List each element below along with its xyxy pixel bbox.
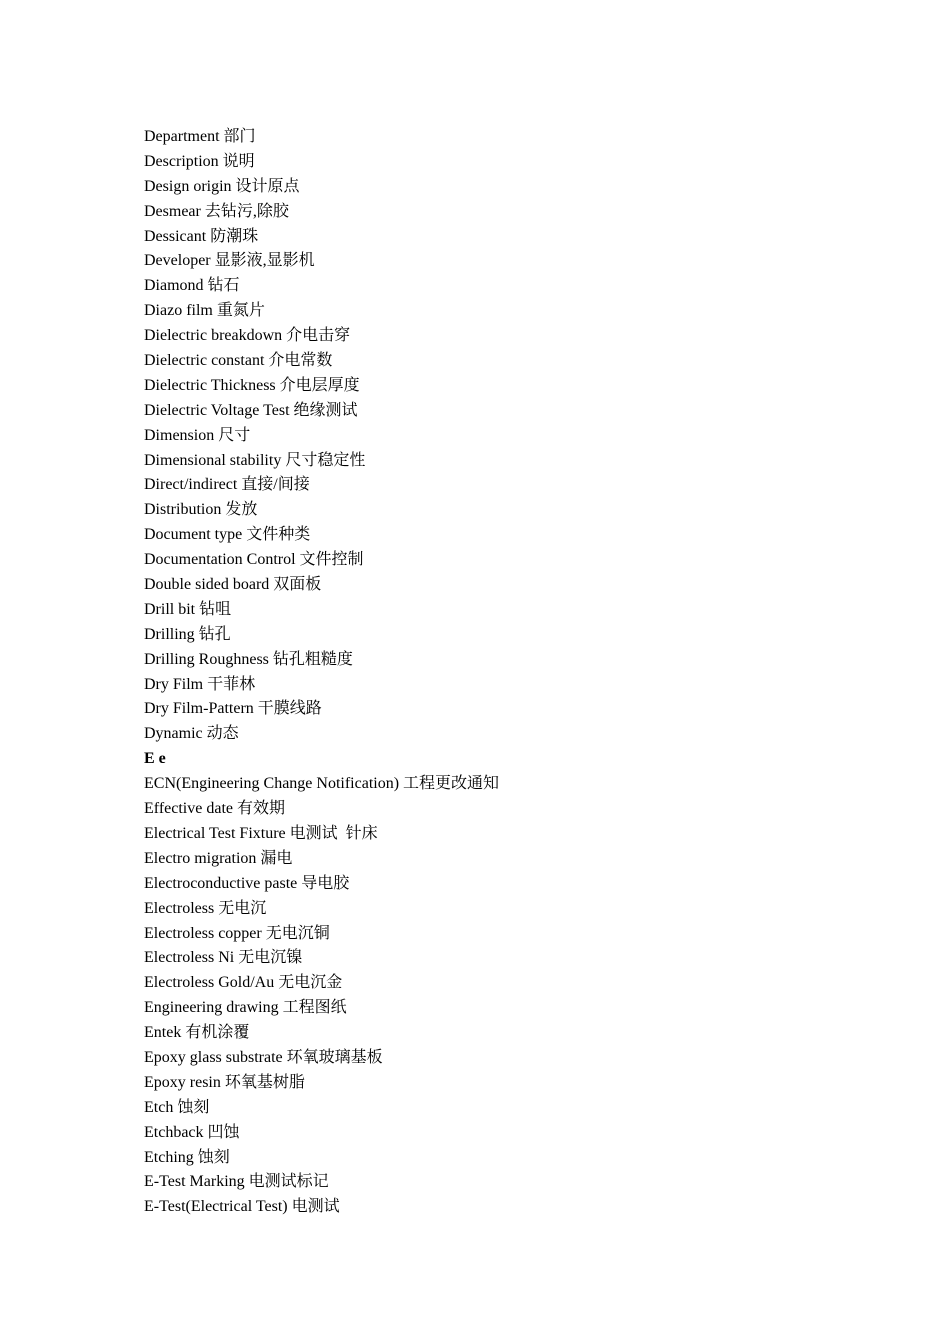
glossary-entry: Electroconductive paste 导电胶 <box>144 874 350 892</box>
glossary-entry: Design origin 设计原点 <box>144 177 300 195</box>
glossary-entry: Etch 蚀刻 <box>144 1098 210 1116</box>
glossary-entry: Dessicant 防潮珠 <box>144 227 259 245</box>
glossary-entry: Epoxy glass substrate 环氧玻璃基板 <box>144 1048 383 1066</box>
glossary-entry: Department 部门 <box>144 128 256 145</box>
glossary-entry: Epoxy resin 环氧基树脂 <box>144 1073 305 1091</box>
glossary-entry: Drilling 钻孔 <box>144 625 231 643</box>
glossary-entry: Dry Film 干菲林 <box>144 675 256 693</box>
glossary-list <box>144 125 499 1220</box>
glossary-entry: Electroless 无电沉 <box>144 899 267 917</box>
glossary-entry: E-Test Marking 电测试标记 <box>144 1173 329 1191</box>
glossary-entry: Etchback 凹蚀 <box>144 1123 240 1141</box>
glossary-entry: Engineering drawing 工程图纸 <box>144 999 347 1017</box>
section-heading: E e <box>144 750 166 768</box>
glossary-entry: Desmear 去钻污,除胶 <box>144 202 289 220</box>
glossary-entry: Dielectric breakdown 介电击穿 <box>144 327 351 345</box>
glossary-entry: Etching 蚀刻 <box>144 1148 230 1166</box>
glossary-entry: Electrical Test Fixture 电测试 针床 <box>144 824 378 842</box>
glossary-entry: E-Test(Electrical Test) 电测试 <box>144 1198 340 1216</box>
glossary-entry: Double sided board 双面板 <box>144 576 322 594</box>
glossary-entry: Entek 有机涂覆 <box>144 1024 250 1042</box>
glossary-entry: Description 说明 <box>144 152 255 170</box>
glossary-entry: Dry Film-Pattern 干膜线路 <box>144 700 322 718</box>
glossary-entry: Electroless copper 无电沉铜 <box>144 924 330 942</box>
glossary-entry: Dielectric constant 介电常数 <box>144 352 333 370</box>
glossary-entry: Dimensional stability 尺寸稳定性 <box>144 451 366 469</box>
glossary-entry: Diamond 钻石 <box>144 277 240 295</box>
glossary-entry: Document type 文件种类 <box>144 526 311 544</box>
glossary-entry: Electro migration 漏电 <box>144 849 293 867</box>
glossary-entry: Effective date 有效期 <box>144 800 285 818</box>
glossary-entry: Dimension 尺寸 <box>144 426 251 444</box>
glossary-entry: Drilling Roughness 钻孔粗糙度 <box>144 650 353 668</box>
glossary-entry: Dielectric Thickness 介电层厚度 <box>144 376 360 394</box>
glossary-entry: ECN(Engineering Change Notification) 工程更改通知 <box>144 775 500 793</box>
glossary-entry: Electroless Gold/Au 无电沉金 <box>144 974 343 992</box>
glossary-entry: Documentation Control 文件控制 <box>144 551 364 569</box>
glossary-entry: Drill bit 钻咀 <box>144 600 232 618</box>
glossary-entry: Direct/indirect 直接/间接 <box>144 476 310 494</box>
glossary-entry: Dynamic 动态 <box>144 725 239 743</box>
glossary-entry: Electroless Ni 无电沉镍 <box>144 949 303 967</box>
glossary-entry: Distribution 发放 <box>144 501 258 519</box>
glossary-entry: Diazo film 重氮片 <box>144 302 265 320</box>
glossary-entry: Dielectric Voltage Test 绝缘测试 <box>144 401 358 419</box>
glossary-entry: Developer 显影液,显影机 <box>144 252 315 270</box>
